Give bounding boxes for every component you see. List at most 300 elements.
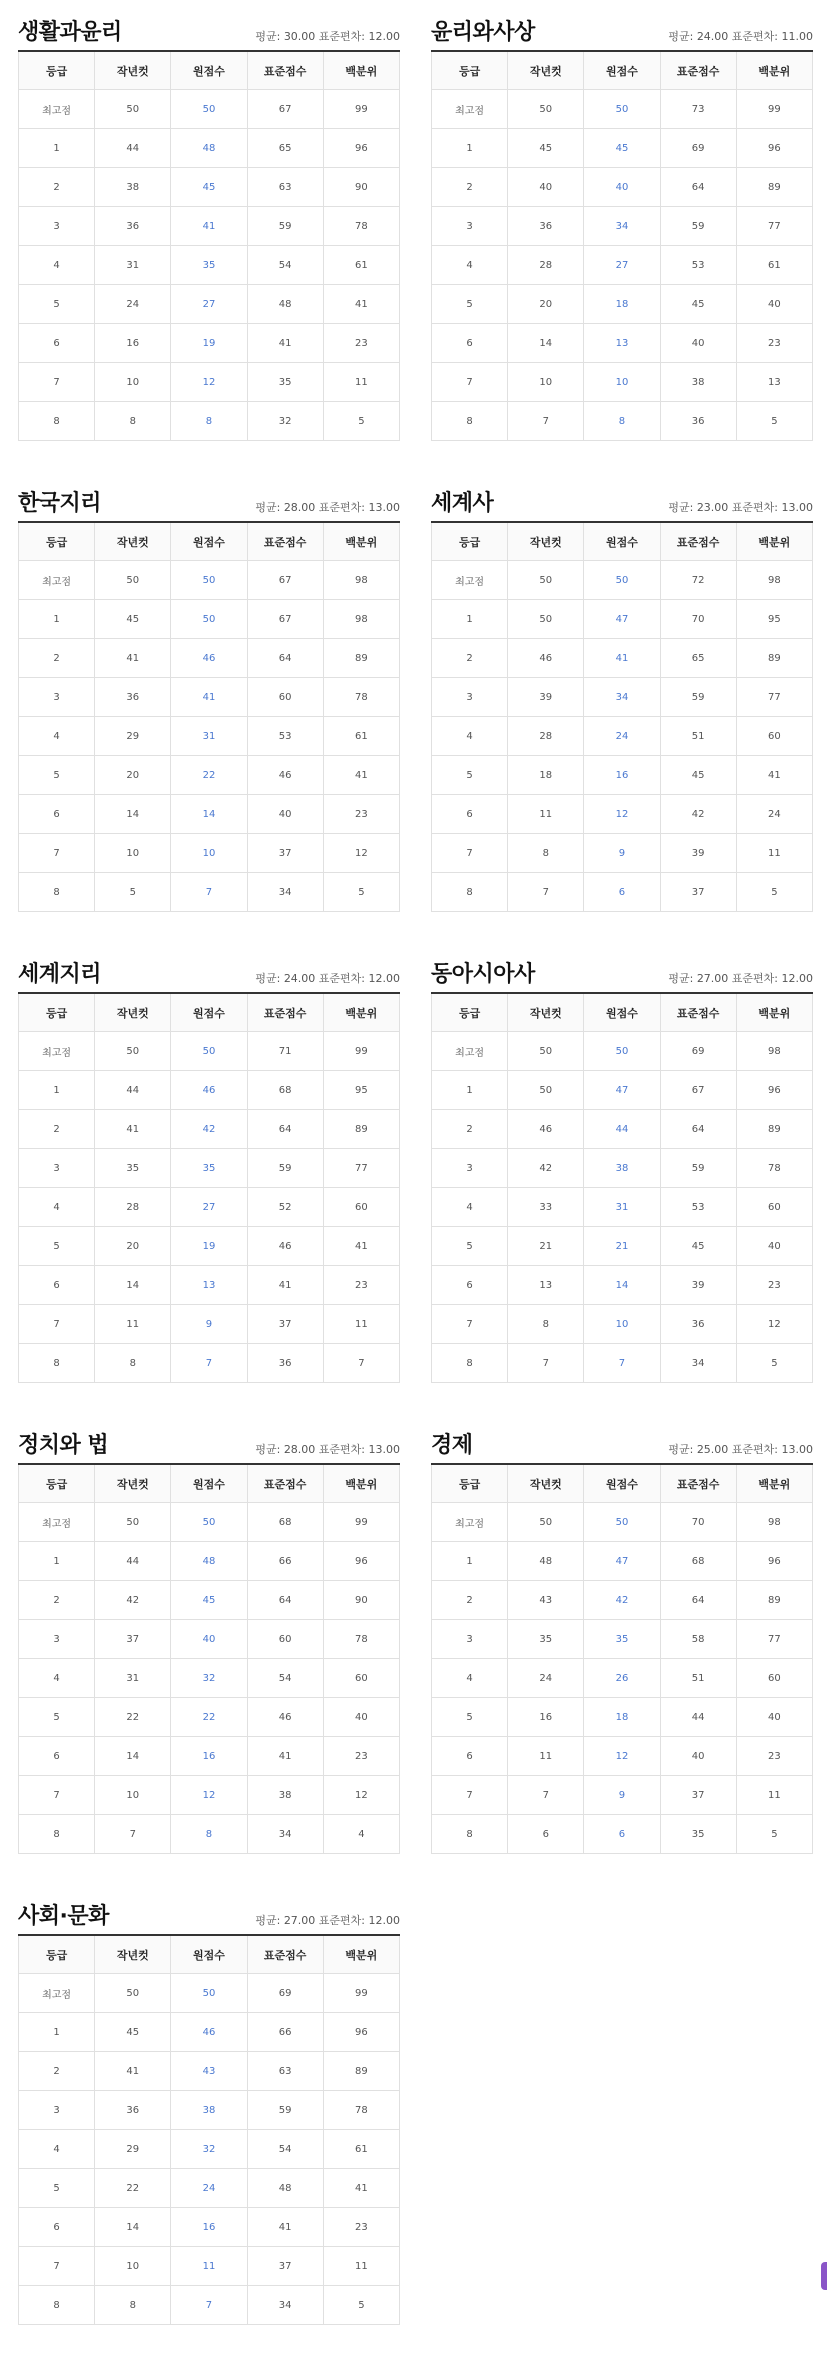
grade-cell: 8 [19, 1344, 95, 1383]
subject-title: 동아시아사 [431, 962, 535, 987]
last-year-cut-cell: 36 [508, 207, 584, 246]
percentile-cell: 99 [736, 90, 812, 129]
standard-score-cell: 63 [247, 168, 323, 207]
grade-cell: 6 [19, 324, 95, 363]
subject-stats: 평균: 28.00 표준편차: 13.00 [255, 501, 400, 514]
subject-header [431, 14, 813, 44]
table-row [19, 873, 400, 912]
table-row [19, 207, 400, 246]
grade-cell: 6 [432, 1737, 508, 1776]
percentile-cell: 7 [323, 1344, 399, 1383]
table-row [19, 1503, 400, 1542]
table-row [19, 678, 400, 717]
percentile-cell: 41 [736, 756, 812, 795]
percentile-cell: 96 [736, 1542, 812, 1581]
table-row [432, 90, 813, 129]
grade-cell: 최고점 [19, 561, 95, 600]
percentile-cell: 5 [736, 1815, 812, 1854]
percentile-cell: 96 [323, 2013, 399, 2052]
grade-cell: 7 [19, 834, 95, 873]
grade-cell: 6 [432, 324, 508, 363]
last-year-cut-cell: 45 [95, 2013, 171, 2052]
standard-score-cell: 67 [247, 561, 323, 600]
table-row [19, 2013, 400, 2052]
column-header: 백분위 [323, 51, 399, 90]
percentile-cell: 24 [736, 795, 812, 834]
raw-score-cell: 50 [584, 1032, 660, 1071]
last-year-cut-cell: 24 [508, 1659, 584, 1698]
standard-score-cell: 45 [660, 1227, 736, 1266]
grade-cell: 5 [19, 2169, 95, 2208]
last-year-cut-cell: 7 [508, 1344, 584, 1383]
standard-score-cell: 54 [247, 2130, 323, 2169]
standard-score-cell: 69 [660, 1032, 736, 1071]
standard-score-cell: 34 [247, 1815, 323, 1854]
standard-score-cell: 34 [247, 873, 323, 912]
grade-cell: 7 [432, 1776, 508, 1815]
standard-score-cell: 66 [247, 1542, 323, 1581]
column-header: 표준점수 [660, 993, 736, 1032]
raw-score-cell: 7 [171, 1344, 247, 1383]
percentile-cell: 61 [736, 246, 812, 285]
raw-score-cell: 50 [584, 1503, 660, 1542]
last-year-cut-cell: 29 [95, 717, 171, 756]
table-row [19, 834, 400, 873]
subject-stats: 평균: 27.00 표준편차: 12.00 [668, 972, 813, 985]
grade-cell: 5 [432, 1698, 508, 1737]
percentile-cell: 89 [323, 1110, 399, 1149]
raw-score-cell: 40 [584, 168, 660, 207]
raw-score-cell: 13 [171, 1266, 247, 1305]
grade-cell: 최고점 [432, 90, 508, 129]
grade-cell: 8 [432, 1344, 508, 1383]
table-row [19, 285, 400, 324]
last-year-cut-cell: 42 [508, 1149, 584, 1188]
column-header: 등급 [19, 51, 95, 90]
grade-cell: 4 [432, 1188, 508, 1227]
subject-title: 한국지리 [18, 491, 102, 516]
standard-score-cell: 70 [660, 600, 736, 639]
table-row [432, 1698, 813, 1737]
table-row [19, 2247, 400, 2286]
percentile-cell: 60 [323, 1188, 399, 1227]
grade-cell: 1 [432, 1071, 508, 1110]
subject-card [431, 1427, 813, 1854]
last-year-cut-cell: 21 [508, 1227, 584, 1266]
raw-score-cell: 14 [584, 1266, 660, 1305]
standard-score-cell: 60 [247, 678, 323, 717]
table-row [19, 1305, 400, 1344]
last-year-cut-cell: 37 [95, 1620, 171, 1659]
table-row [432, 129, 813, 168]
last-year-cut-cell: 43 [508, 1581, 584, 1620]
grade-cell: 6 [432, 795, 508, 834]
grade-cell: 7 [432, 1305, 508, 1344]
grade-cell: 3 [432, 207, 508, 246]
grade-cell: 6 [19, 1737, 95, 1776]
table-row [432, 1542, 813, 1581]
table-row [432, 246, 813, 285]
grade-cell: 5 [19, 756, 95, 795]
table-row [19, 1149, 400, 1188]
last-year-cut-cell: 41 [95, 1110, 171, 1149]
grade-cell: 4 [432, 717, 508, 756]
standard-score-cell: 72 [660, 561, 736, 600]
column-header: 작년컷 [508, 1464, 584, 1503]
grade-cell: 2 [19, 168, 95, 207]
column-header: 작년컷 [95, 51, 171, 90]
table-row [19, 1581, 400, 1620]
percentile-cell: 12 [736, 1305, 812, 1344]
last-year-cut-cell: 46 [508, 1110, 584, 1149]
percentile-cell: 60 [323, 1659, 399, 1698]
standard-score-cell: 37 [660, 1776, 736, 1815]
last-year-cut-cell: 36 [95, 207, 171, 246]
percentile-cell: 77 [323, 1149, 399, 1188]
raw-score-cell: 50 [171, 90, 247, 129]
last-year-cut-cell: 50 [508, 1071, 584, 1110]
raw-score-cell: 44 [584, 1110, 660, 1149]
last-year-cut-cell: 31 [95, 246, 171, 285]
grade-cell: 4 [432, 246, 508, 285]
subject-header [18, 1427, 400, 1457]
raw-score-cell: 18 [584, 1698, 660, 1737]
standard-score-cell: 59 [247, 1149, 323, 1188]
percentile-cell: 11 [323, 1305, 399, 1344]
grade-cell: 6 [432, 1266, 508, 1305]
raw-score-cell: 50 [584, 561, 660, 600]
percentile-cell: 78 [323, 207, 399, 246]
table-row [19, 1620, 400, 1659]
last-year-cut-cell: 6 [508, 1815, 584, 1854]
standard-score-cell: 48 [247, 2169, 323, 2208]
column-header: 백분위 [323, 1464, 399, 1503]
grade-cell: 7 [432, 834, 508, 873]
standard-score-cell: 64 [247, 1581, 323, 1620]
grade-cell: 최고점 [432, 1503, 508, 1542]
last-year-cut-cell: 11 [508, 795, 584, 834]
grade-cut-table [18, 521, 400, 912]
last-year-cut-cell: 24 [95, 285, 171, 324]
column-header: 작년컷 [95, 1935, 171, 1974]
percentile-cell: 99 [323, 1974, 399, 2013]
raw-score-cell: 27 [584, 246, 660, 285]
percentile-cell: 90 [323, 168, 399, 207]
raw-score-cell: 48 [171, 1542, 247, 1581]
last-year-cut-cell: 29 [95, 2130, 171, 2169]
standard-score-cell: 37 [247, 1305, 323, 1344]
last-year-cut-cell: 8 [95, 2286, 171, 2325]
last-year-cut-cell: 41 [95, 639, 171, 678]
table-row [19, 717, 400, 756]
standard-score-cell: 64 [660, 1581, 736, 1620]
standard-score-cell: 37 [247, 2247, 323, 2286]
percentile-cell: 89 [736, 168, 812, 207]
standard-score-cell: 59 [660, 1149, 736, 1188]
last-year-cut-cell: 44 [95, 1071, 171, 1110]
raw-score-cell: 12 [584, 795, 660, 834]
percentile-cell: 61 [323, 717, 399, 756]
standard-score-cell: 36 [660, 1305, 736, 1344]
table-row [432, 834, 813, 873]
column-header: 백분위 [736, 993, 812, 1032]
raw-score-cell: 31 [171, 717, 247, 756]
column-header: 원점수 [171, 993, 247, 1032]
percentile-cell: 23 [736, 1737, 812, 1776]
percentile-cell: 98 [736, 1032, 812, 1071]
standard-score-cell: 68 [247, 1071, 323, 1110]
table-row [19, 129, 400, 168]
table-row [432, 1149, 813, 1188]
raw-score-cell: 31 [584, 1188, 660, 1227]
grade-cell: 3 [432, 1620, 508, 1659]
table-row [432, 324, 813, 363]
grade-cell: 4 [19, 2130, 95, 2169]
grade-cut-table [431, 521, 813, 912]
percentile-cell: 5 [736, 402, 812, 441]
table-row [19, 1776, 400, 1815]
last-year-cut-cell: 20 [508, 285, 584, 324]
standard-score-cell: 65 [660, 639, 736, 678]
table-row [19, 1542, 400, 1581]
raw-score-cell: 16 [171, 2208, 247, 2247]
column-header: 원점수 [584, 1464, 660, 1503]
raw-score-cell: 12 [171, 1776, 247, 1815]
last-year-cut-cell: 13 [508, 1266, 584, 1305]
percentile-cell: 78 [736, 1149, 812, 1188]
raw-score-cell: 41 [171, 678, 247, 717]
grade-cell: 1 [19, 1542, 95, 1581]
table-row [19, 1974, 400, 2013]
subject-header [431, 956, 813, 986]
grade-cell: 8 [19, 1815, 95, 1854]
percentile-cell: 60 [736, 717, 812, 756]
raw-score-cell: 9 [171, 1305, 247, 1344]
standard-score-cell: 68 [660, 1542, 736, 1581]
grade-cell: 3 [19, 678, 95, 717]
table-header-row [432, 522, 813, 561]
percentile-cell: 40 [736, 1227, 812, 1266]
table-header-row [432, 1464, 813, 1503]
last-year-cut-cell: 44 [95, 1542, 171, 1581]
column-header: 표준점수 [247, 1464, 323, 1503]
column-header: 등급 [432, 51, 508, 90]
table-row [432, 873, 813, 912]
table-row [432, 1344, 813, 1383]
percentile-cell: 77 [736, 1620, 812, 1659]
raw-score-cell: 45 [171, 168, 247, 207]
column-header: 작년컷 [508, 522, 584, 561]
standard-score-cell: 67 [247, 600, 323, 639]
raw-score-cell: 21 [584, 1227, 660, 1266]
table-row [432, 639, 813, 678]
column-header: 등급 [432, 1464, 508, 1503]
grade-cell: 4 [19, 1188, 95, 1227]
percentile-cell: 61 [323, 2130, 399, 2169]
standard-score-cell: 38 [660, 363, 736, 402]
last-year-cut-cell: 39 [508, 678, 584, 717]
percentile-cell: 77 [736, 207, 812, 246]
subject-header [18, 1898, 400, 1928]
raw-score-cell: 38 [584, 1149, 660, 1188]
column-header: 등급 [19, 993, 95, 1032]
raw-score-cell: 35 [584, 1620, 660, 1659]
subject-header [431, 1427, 813, 1457]
column-header: 표준점수 [660, 51, 736, 90]
standard-score-cell: 67 [247, 90, 323, 129]
table-row [19, 1698, 400, 1737]
standard-score-cell: 37 [660, 873, 736, 912]
standard-score-cell: 64 [247, 639, 323, 678]
percentile-cell: 12 [323, 834, 399, 873]
last-year-cut-cell: 44 [95, 129, 171, 168]
grade-cell: 1 [19, 2013, 95, 2052]
grade-cell: 6 [19, 1266, 95, 1305]
table-header-row [19, 51, 400, 90]
last-year-cut-cell: 31 [95, 1659, 171, 1698]
last-year-cut-cell: 41 [95, 2052, 171, 2091]
percentile-cell: 5 [323, 2286, 399, 2325]
raw-score-cell: 12 [171, 363, 247, 402]
percentile-cell: 60 [736, 1188, 812, 1227]
table-row [19, 795, 400, 834]
last-year-cut-cell: 14 [95, 2208, 171, 2247]
raw-score-cell: 8 [171, 1815, 247, 1854]
last-year-cut-cell: 28 [95, 1188, 171, 1227]
last-year-cut-cell: 38 [95, 168, 171, 207]
standard-score-cell: 42 [660, 795, 736, 834]
raw-score-cell: 24 [171, 2169, 247, 2208]
raw-score-cell: 24 [584, 717, 660, 756]
raw-score-cell: 27 [171, 1188, 247, 1227]
raw-score-cell: 16 [584, 756, 660, 795]
last-year-cut-cell: 50 [508, 1032, 584, 1071]
grade-cell: 2 [432, 168, 508, 207]
raw-score-cell: 46 [171, 1071, 247, 1110]
table-row [432, 1776, 813, 1815]
percentile-cell: 89 [736, 1110, 812, 1149]
subject-title: 세계사 [431, 491, 494, 516]
table-row [432, 561, 813, 600]
column-header: 원점수 [584, 522, 660, 561]
column-header: 표준점수 [247, 1935, 323, 1974]
raw-score-cell: 42 [584, 1581, 660, 1620]
last-year-cut-cell: 50 [508, 90, 584, 129]
table-row [19, 1815, 400, 1854]
standard-score-cell: 36 [660, 402, 736, 441]
raw-score-cell: 13 [584, 324, 660, 363]
table-row [432, 1305, 813, 1344]
last-year-cut-cell: 28 [508, 246, 584, 285]
raw-score-cell: 8 [584, 402, 660, 441]
raw-score-cell: 32 [171, 2130, 247, 2169]
standard-score-cell: 51 [660, 1659, 736, 1698]
percentile-cell: 77 [736, 678, 812, 717]
percentile-cell: 90 [323, 1581, 399, 1620]
percentile-cell: 13 [736, 363, 812, 402]
grade-cell: 2 [19, 639, 95, 678]
percentile-cell: 5 [323, 402, 399, 441]
last-year-cut-cell: 40 [508, 168, 584, 207]
table-row [432, 402, 813, 441]
grade-cell: 5 [19, 285, 95, 324]
standard-score-cell: 63 [247, 2052, 323, 2091]
grade-cell: 1 [432, 1542, 508, 1581]
percentile-cell: 89 [736, 1581, 812, 1620]
raw-score-cell: 45 [584, 129, 660, 168]
grade-cell: 최고점 [432, 561, 508, 600]
standard-score-cell: 46 [247, 1698, 323, 1737]
subject-card [18, 956, 400, 1383]
grade-cell: 8 [19, 402, 95, 441]
table-row [19, 2208, 400, 2247]
grade-cell: 2 [19, 1110, 95, 1149]
grade-cell: 6 [19, 2208, 95, 2247]
percentile-cell: 96 [736, 129, 812, 168]
raw-score-cell: 10 [584, 363, 660, 402]
grade-cell: 2 [432, 1581, 508, 1620]
subject-card [431, 485, 813, 912]
subject-stats: 평균: 24.00 표준편차: 11.00 [668, 30, 813, 43]
grade-cell: 3 [432, 678, 508, 717]
grade-cell: 6 [19, 795, 95, 834]
percentile-cell: 89 [323, 2052, 399, 2091]
grade-cell: 3 [432, 1149, 508, 1188]
standard-score-cell: 48 [247, 285, 323, 324]
standard-score-cell: 34 [247, 2286, 323, 2325]
standard-score-cell: 45 [660, 285, 736, 324]
last-year-cut-cell: 22 [95, 2169, 171, 2208]
raw-score-cell: 10 [171, 834, 247, 873]
subject-stats: 평균: 30.00 표준편차: 12.00 [255, 30, 400, 43]
table-row [432, 1032, 813, 1071]
raw-score-cell: 47 [584, 1071, 660, 1110]
column-header: 백분위 [323, 1935, 399, 1974]
grade-cell: 최고점 [432, 1032, 508, 1071]
raw-score-cell: 50 [171, 1503, 247, 1542]
last-year-cut-cell: 8 [95, 402, 171, 441]
table-row [432, 1659, 813, 1698]
standard-score-cell: 69 [247, 1974, 323, 2013]
floating-side-button[interactable] [821, 2262, 827, 2290]
percentile-cell: 11 [323, 363, 399, 402]
standard-score-cell: 54 [247, 246, 323, 285]
percentile-cell: 95 [736, 600, 812, 639]
grade-cell: 3 [19, 207, 95, 246]
table-row [432, 1503, 813, 1542]
last-year-cut-cell: 8 [95, 1344, 171, 1383]
column-header: 등급 [19, 522, 95, 561]
raw-score-cell: 34 [584, 207, 660, 246]
grade-cell: 7 [19, 363, 95, 402]
grade-cell: 4 [19, 246, 95, 285]
last-year-cut-cell: 14 [95, 795, 171, 834]
percentile-cell: 40 [736, 1698, 812, 1737]
raw-score-cell: 9 [584, 1776, 660, 1815]
raw-score-cell: 19 [171, 1227, 247, 1266]
last-year-cut-cell: 50 [95, 561, 171, 600]
percentile-cell: 40 [323, 1698, 399, 1737]
percentile-cell: 12 [323, 1776, 399, 1815]
standard-score-cell: 54 [247, 1659, 323, 1698]
table-row [19, 363, 400, 402]
column-header: 원점수 [171, 1464, 247, 1503]
table-row [19, 168, 400, 207]
table-row [432, 363, 813, 402]
standard-score-cell: 69 [660, 129, 736, 168]
column-header: 작년컷 [508, 993, 584, 1032]
standard-score-cell: 59 [247, 2091, 323, 2130]
